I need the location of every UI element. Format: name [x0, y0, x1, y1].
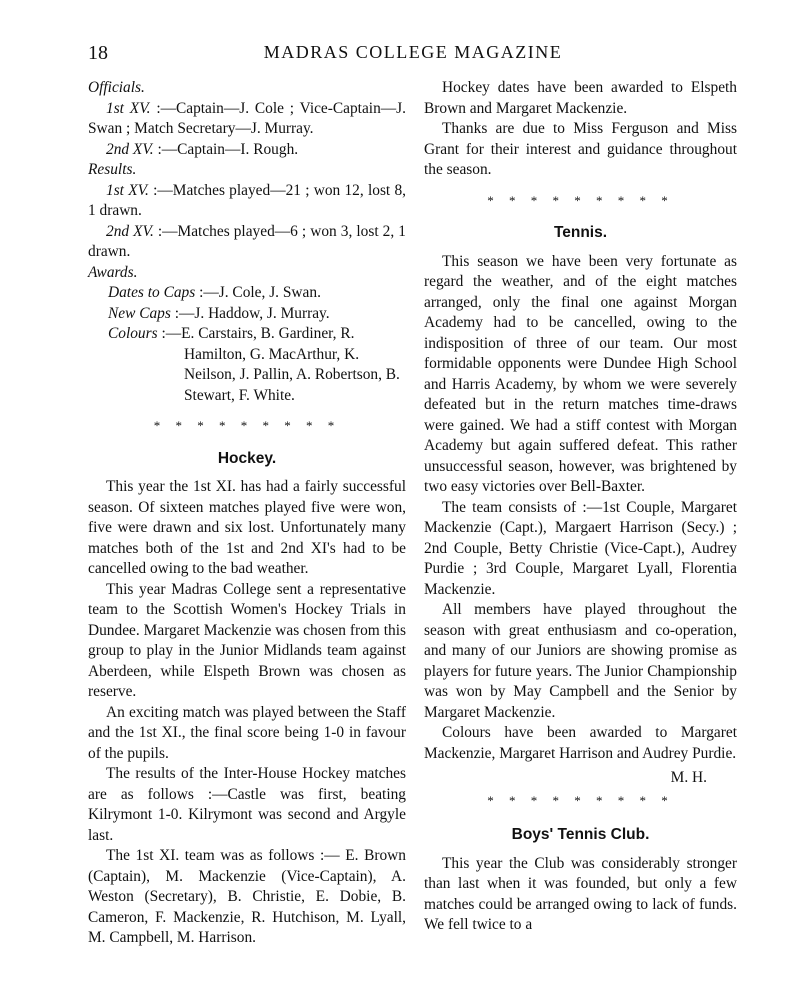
newcaps-text: :—J. Haddow, J. Murray. — [174, 304, 330, 322]
results-1st-xv — [88, 181, 406, 222]
hockey-heading: Hockey. — [217, 449, 277, 467]
tennis-paragraph-3: All members have played throughout the season with great enthusiasm and co-operation, and many of our Juniors are showing promise as players for future years. The Junior Championship was won by May Campbell and the Senior by Margaret Mackenzie. — [424, 601, 737, 721]
res1-label: 1st XV. — [106, 181, 149, 199]
colours-label: Colours — [108, 325, 158, 342]
boys-tennis-paragraph-1: This year the Club was considerably stronger than last when it was founded, but only a few matches could be arranged owing to lack of funds. We fell twice to a — [424, 854, 737, 933]
results-heading: Results. — [88, 161, 137, 178]
results-2nd-xv — [88, 222, 406, 263]
res1-text: :—Matches played—21 ; won 12, lost 8, 1 drawn. — [88, 181, 406, 219]
officials-1st-xv — [88, 99, 406, 140]
page-number: 18 — [88, 42, 108, 64]
right-column — [424, 78, 737, 936]
dates-text: :—J. Cole, J. Swan. — [199, 284, 321, 301]
award-new-caps — [108, 304, 406, 325]
colours-text: :—E. Carstairs, B. Gardiner, R. Hamilton, G. MacArthur, K. Neilson, J. Pallin, A. Robertson, B. Stewart, F. White. — [161, 325, 400, 404]
hockey-paragraph-5: The 1st XI. team was as follows :— E. Brown (Captain), M. Mackenzie (Vice-Captain), A. Weston (Secretary), B. Christie, E. Dobie, B. Cameron, F. Mackenzie, R. Hutchison, M. Lyall, M. Campbell, M. Harrison. — [88, 847, 406, 946]
tennis-paragraph-1: This season we have been very fortunate as regard the weather, and of the eight matches arranged, only the final one against Morgan Academy had to be cancelled, owing to the indisposition of three of our team. Our most formidable opponents were Dundee High School and Harris Academy, by whom we were severely defeated but in the return matches time-draws were gained. We had a stiff contest with Morgan Academy but again suffered defeat. This rather unsuccessful season, however, was brightened by two easy victories over Bell-Baxter. — [424, 252, 737, 495]
xv1-text: :—Captain—J. Cole ; Vice-Captain—J. Swan ; Match Secretary—J. Murray. — [88, 99, 406, 137]
tennis-paragraph-4: Colours have been awarded to Margaret Mackenzie, Margaret Harrison and Audrey Purdie. — [424, 724, 737, 762]
xv2-text: :—Captain—I. Rough. — [157, 140, 299, 158]
left-column — [88, 78, 406, 949]
dates-label: Dates to Caps — [108, 284, 196, 301]
section-divider: * * * * * * * * * — [153, 418, 341, 433]
hockey-paragraph-7: Thanks are due to Miss Ferguson and Miss Grant for their interest and guidance throughout the season. — [424, 120, 737, 178]
officials-heading: Officials. — [88, 79, 145, 96]
award-colours — [108, 324, 406, 406]
hockey-paragraph-1: This year the 1st XI. has had a fairly successful season. Of sixteen matches played five were won, five were drawn and six lost. Unfortunately many matches both of the 1st and 2nd XI's had to be cancelled owing to the bad weather. — [88, 478, 406, 577]
author-signature: M. H. — [670, 769, 707, 786]
boys-tennis-heading: Boys' Tennis Club. — [511, 826, 650, 843]
hockey-paragraph-6: Hockey dates have been awarded to Elspeth Brown and Margaret Mackenzie. — [424, 79, 737, 117]
hockey-paragraph-3: An exciting match was played between the Staff and the 1st XI., the final score being 1-0 in favour of the pupils. — [88, 703, 406, 762]
res2-label: 2nd XV. — [106, 222, 154, 240]
xv2-label: 2nd XV. — [106, 140, 154, 158]
award-dates — [108, 283, 406, 304]
awards-block — [88, 283, 406, 406]
awards-heading: Awards. — [88, 263, 138, 281]
res2-text: :—Matches played—6 ; won 3, lost 2, 1 drawn. — [88, 222, 406, 260]
xv1-label: 1st XV. — [106, 99, 151, 117]
page-header — [88, 42, 738, 72]
tennis-paragraph-2: The team consists of :—1st Couple, Margaret Mackenzie (Capt.), Margaert Harrison (Secy.) ; 2nd Couple, Betty Christie (Vice-Capt.), Audrey Purdie ; 3rd Couple, Margaret Lyall, Florentia Mackenzie. — [424, 498, 737, 598]
hockey-paragraph-2: This year Madras College sent a representative team to the Scottish Women's Hockey Trials in Dundee. Margaret Mackenzie was chosen from this group to play in the Junior Midlands team against Aberdeen, while Elspeth Brown was chosen as reserve. — [88, 580, 406, 700]
section-divider: * * * * * * * * * — [487, 792, 674, 808]
newcaps-label: New Caps — [108, 304, 171, 322]
hockey-paragraph-4: The results of the Inter-House Hockey matches are as follows :—Castle was first, beating Kilrymont 1-0. Kilrymont was second and Argyle last. — [88, 765, 406, 844]
officials-2nd-xv — [88, 140, 406, 161]
section-divider: * * * * * * * * * — [487, 192, 674, 208]
tennis-heading: Tennis. — [553, 224, 608, 241]
running-title: MADRAS COLLEGE MAGAZINE — [263, 42, 563, 62]
